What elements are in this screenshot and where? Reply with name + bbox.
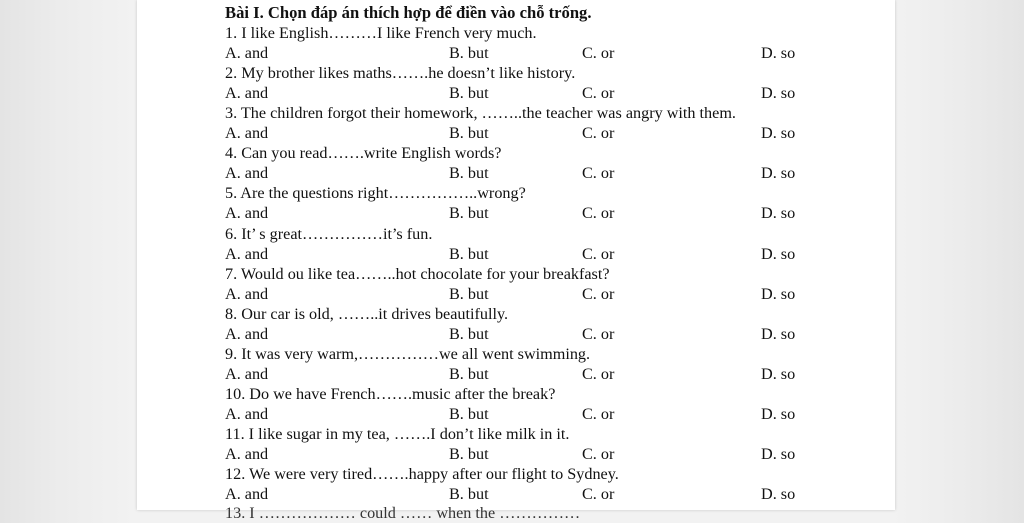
option-d: D. so <box>761 204 796 223</box>
option-b: B. but <box>449 164 489 183</box>
document-page <box>137 0 895 522</box>
option-d: D. so <box>761 485 796 504</box>
question-text: 1. I like English………I like French very much. <box>225 24 537 42</box>
option-d: D. so <box>761 284 796 303</box>
option-d: D. so <box>761 445 796 463</box>
option-a: A. and <box>225 44 269 62</box>
question-text: 10. Do we have French…….music after the break? <box>225 384 556 403</box>
option-c: C. or <box>582 485 615 504</box>
option-c: C. or <box>582 44 615 62</box>
option-b: B. but <box>449 404 489 423</box>
option-a: A. and <box>225 244 269 263</box>
option-b: B. but <box>449 84 489 103</box>
option-a: A. and <box>225 485 269 504</box>
option-c: C. or <box>582 244 615 263</box>
option-c: C. or <box>582 324 615 343</box>
question-text: 5. Are the questions right……………..wrong? <box>225 184 526 203</box>
option-d: D. so <box>761 244 796 263</box>
option-b: B. but <box>449 284 489 303</box>
option-b: B. but <box>449 324 489 343</box>
question-text: 11. I like sugar in my tea, …….I don’t like milk in it. <box>225 425 570 443</box>
option-a: A. and <box>225 364 269 383</box>
option-d: D. so <box>761 84 796 103</box>
option-d: D. so <box>761 404 796 423</box>
option-b: B. but <box>449 445 489 463</box>
option-c: C. or <box>582 284 615 303</box>
option-d: D. so <box>761 164 796 183</box>
option-c: C. or <box>582 445 615 463</box>
question-text: 3. The children forgot their homework, ……..the teacher was angry with them. <box>225 104 736 123</box>
option-d: D. so <box>761 364 796 383</box>
option-c: C. or <box>582 404 615 423</box>
exercise-title: Bài I. Chọn đáp án thích hợp để điền vào chỗ trống. <box>225 3 592 22</box>
question-text: 4. Can you read…….write English words? <box>225 144 502 163</box>
option-a: A. and <box>225 404 269 423</box>
option-c: C. or <box>582 204 615 223</box>
option-b: B. but <box>449 44 489 62</box>
option-a: A. and <box>225 124 269 143</box>
option-a: A. and <box>225 164 269 183</box>
option-c: C. or <box>582 84 615 103</box>
option-d: D. so <box>761 324 796 343</box>
question-text: 8. Our car is old, ……..it drives beautifully. <box>225 304 509 323</box>
option-b: B. but <box>449 124 489 143</box>
option-a: A. and <box>225 84 269 103</box>
question-text: 7. Would ou like tea……..hot chocolate for your breakfast? <box>225 264 610 283</box>
option-b: B. but <box>449 204 489 223</box>
option-b: B. but <box>449 485 489 504</box>
option-d: D. so <box>761 44 796 62</box>
option-a: A. and <box>225 324 269 343</box>
option-b: B. but <box>449 364 489 383</box>
cutoff-question-text: 13. I ……………… could …… when the …………… <box>225 504 581 522</box>
question-text: 6. It’ s great……………it’s fun. <box>225 224 433 243</box>
question-text: 12. We were very tired…….happy after our flight to Sydney. <box>225 465 619 484</box>
option-d: D. so <box>761 124 796 143</box>
option-a: A. and <box>225 445 269 463</box>
option-c: C. or <box>582 124 615 143</box>
option-c: C. or <box>582 364 615 383</box>
option-c: C. or <box>582 164 615 183</box>
question-text: 2. My brother likes maths…….he doesn’t like history. <box>225 64 576 83</box>
question-text: 9. It was very warm,……………we all went swimming. <box>225 344 591 363</box>
option-a: A. and <box>225 284 269 303</box>
option-a: A. and <box>225 204 269 223</box>
option-b: B. but <box>449 244 489 263</box>
